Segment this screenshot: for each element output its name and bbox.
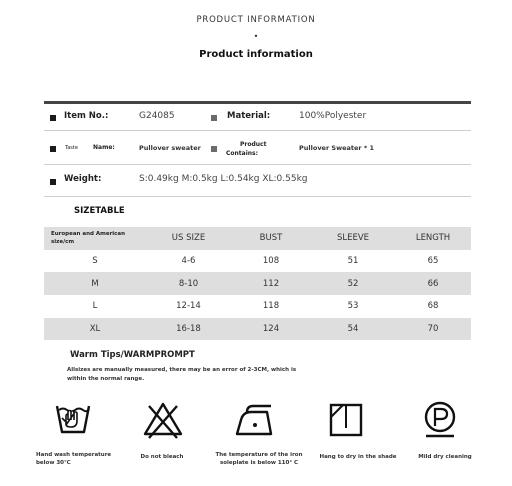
table-cell: 66 — [395, 272, 471, 295]
table-header-cell — [44, 227, 146, 250]
item-no-label: Item No.: — [64, 111, 109, 121]
care-caption: Mild dry cleaning — [418, 454, 472, 460]
table-cell: 65 — [427, 256, 439, 267]
table-header-row — [44, 227, 471, 250]
care-caption: Hang to dry in the shade — [319, 454, 397, 460]
name-value: Pullover sweater — [139, 144, 201, 152]
item-no-value: G24085 — [139, 111, 175, 121]
table-row — [44, 318, 471, 341]
table-cell: 70 — [395, 318, 471, 341]
table-cell: 4-6 — [181, 256, 196, 267]
weight-value: S:0.49kg M:0.5kg L:0.54kg XL:0.55kg — [139, 174, 308, 184]
name-label: Name: — [93, 144, 115, 151]
warm-tips-line: Allsizes are manually measured, there may be an error of 2-3CM, which is — [67, 367, 297, 373]
size-table — [44, 227, 471, 340]
table-header-label: European and American — [51, 231, 126, 238]
table-cell: 16-18 — [146, 318, 231, 341]
bullet-square — [211, 115, 217, 121]
table-header-cell: SLEEVE — [311, 227, 395, 250]
table-header-cell: BUST — [231, 227, 311, 250]
care-caption-line: The temperature of the iron — [215, 452, 303, 458]
hand-wash-icon — [51, 398, 95, 442]
care-caption: Do not bleach — [140, 454, 184, 460]
care-caption-line: Hand wash temperature — [36, 452, 112, 458]
table-cell: 124 — [231, 318, 311, 341]
table-cell: 12-14 — [176, 301, 201, 312]
do-not-bleach-icon — [141, 398, 185, 442]
header-dot: • — [253, 32, 259, 41]
table-cell: 112 — [231, 272, 311, 295]
table-header-cell: US SIZE — [146, 227, 231, 250]
warm-tips-text — [67, 366, 357, 384]
table-cell: 8-10 — [146, 272, 231, 295]
table-cell: M — [44, 272, 146, 295]
page-title: Product information — [199, 49, 313, 60]
bullet-square — [50, 115, 56, 121]
care-caption — [36, 451, 116, 467]
bullet-square — [211, 146, 217, 152]
divider — [44, 164, 471, 165]
care-caption-line: soleplate is below 110° C — [219, 460, 299, 466]
iron-icon — [233, 398, 277, 442]
table-cell: XL — [44, 318, 146, 341]
table-cell: 68 — [427, 301, 439, 312]
bullet-square — [50, 179, 56, 185]
table-cell: S — [92, 256, 98, 267]
info-top-bar — [44, 101, 471, 104]
taste-label: Taste — [65, 145, 78, 151]
table-cell: 51 — [347, 256, 359, 267]
warm-tips-line: within the normal range. — [67, 376, 145, 382]
divider — [44, 130, 471, 131]
table-cell: 108 — [262, 256, 280, 267]
contains-label: Contains: — [226, 150, 259, 157]
warm-tips-title: Warm Tips/WARMPROMPT — [70, 350, 195, 360]
table-cell: 52 — [311, 272, 395, 295]
table-row — [44, 272, 471, 295]
table-cell: 118 — [262, 301, 280, 312]
dry-clean-icon — [418, 398, 462, 442]
table-cell: 53 — [347, 301, 359, 312]
weight-label: Weight: — [64, 174, 102, 184]
table-cell: 54 — [311, 318, 395, 341]
page-top-label: PRODUCT INFORMATION — [196, 15, 316, 25]
table-header-label: size/cm — [51, 239, 75, 246]
material-label: Material: — [227, 111, 271, 121]
contains-value: Pullover Sweater * 1 — [299, 144, 375, 152]
table-row — [44, 295, 471, 318]
material-value: 100%Polyester — [299, 111, 367, 121]
hang-dry-shade-icon — [324, 398, 368, 442]
bullet-square — [50, 146, 56, 152]
contains-label: Product — [240, 141, 267, 148]
table-row — [44, 250, 471, 273]
care-caption-line: below 30℃ — [36, 460, 71, 466]
table-cell: L — [92, 301, 98, 312]
divider — [44, 196, 471, 197]
sizetable-title: SIZETABLE — [74, 206, 125, 216]
care-caption — [204, 451, 314, 467]
table-header-cell: LENGTH — [395, 227, 471, 250]
